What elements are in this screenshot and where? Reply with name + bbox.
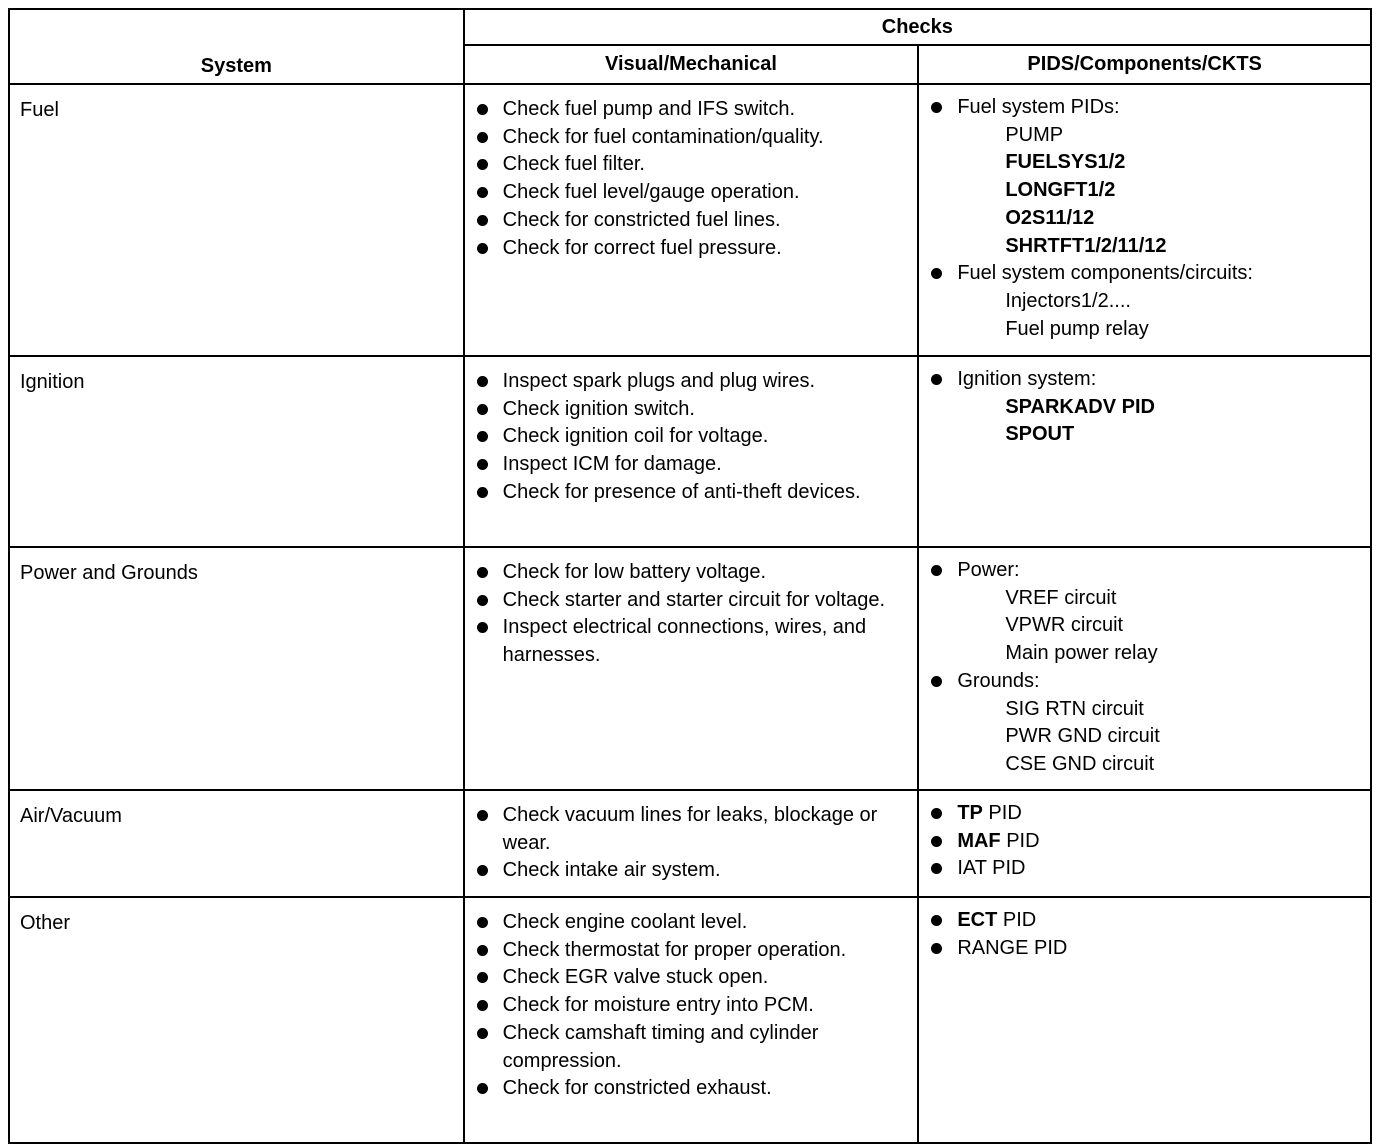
bullet-icon <box>477 104 488 115</box>
bullet-icon <box>477 865 488 876</box>
bullet-icon <box>477 159 488 170</box>
bullet-icon <box>477 1083 488 1094</box>
bullet-icon <box>477 945 488 956</box>
list-item: Check thermostat for proper operation. <box>467 937 912 965</box>
bullet-icon <box>931 863 942 874</box>
list-item: Fuel system PIDs: <box>921 94 1364 122</box>
list-item: Check camshaft timing and cylinder compression. <box>467 1020 912 1075</box>
visual-checks-cell <box>464 790 919 897</box>
bullet-icon <box>931 102 942 113</box>
list-item: Grounds: <box>921 668 1364 696</box>
list-item: Check fuel level/gauge operation. <box>467 179 912 207</box>
bullet-icon <box>477 431 488 442</box>
pid-item: CSE GND circuit <box>1005 752 1155 775</box>
list-item: MAF PID <box>921 828 1364 856</box>
list-item: Ignition system: <box>921 366 1364 394</box>
table-row <box>9 547 1371 790</box>
system-name: Power and Grounds <box>9 547 464 790</box>
list-item: Check intake air system. <box>467 857 912 885</box>
table-row <box>9 84 1371 356</box>
table-row <box>9 897 1371 1143</box>
pids-cell <box>918 84 1371 356</box>
visual-checks-cell <box>464 547 919 790</box>
pid-item: PUMP <box>1005 123 1064 146</box>
list-item: Check fuel pump and IFS switch. <box>467 96 912 124</box>
pid-item: Fuel pump relay <box>1005 317 1149 340</box>
bullet-icon <box>931 374 942 385</box>
list-item: ECT PID <box>921 907 1364 935</box>
visual-checks-cell <box>464 356 919 547</box>
pid-item: PWR GND circuit <box>1005 725 1160 748</box>
diagnostic-checks-table <box>8 8 1372 1144</box>
list-item: RANGE PID <box>921 935 1364 963</box>
list-item: Check EGR valve stuck open. <box>467 964 912 992</box>
bullet-icon <box>477 567 488 578</box>
pid-item: SPARKADV PID <box>1005 395 1155 418</box>
list-item: Inspect spark plugs and plug wires. <box>467 368 912 396</box>
pid-item: FUELSYS1/2 <box>1005 151 1126 174</box>
system-name: Other <box>9 897 464 1143</box>
system-name: Fuel <box>9 84 464 356</box>
bullet-icon <box>477 972 488 983</box>
list-item: TP PID <box>921 800 1364 828</box>
bullet-icon <box>931 268 942 279</box>
list-item: Fuel system components/circuits: <box>921 260 1364 288</box>
list-item: Check starter and starter circuit for voltage. <box>467 587 912 615</box>
bullet-icon <box>477 132 488 143</box>
bullet-icon <box>477 487 488 498</box>
pid-item: O2S11/12 <box>1005 206 1095 229</box>
list-item: Check for constricted fuel lines. <box>467 207 912 235</box>
bullet-icon <box>477 459 488 470</box>
list-item: Inspect electrical connections, wires, and harnesses. <box>467 614 912 669</box>
bullet-icon <box>477 187 488 198</box>
pid-item: VPWR circuit <box>1005 614 1124 637</box>
bullet-icon <box>477 810 488 821</box>
bullet-icon <box>931 943 942 954</box>
pid-item: Main power relay <box>1005 642 1158 665</box>
list-item: Check vacuum lines for leaks, blockage or wear. <box>467 802 912 857</box>
list-item: Check fuel filter. <box>467 151 912 179</box>
pids-cell <box>918 547 1371 790</box>
pid-item: SHRTFT1/2/11/12 <box>1005 234 1167 257</box>
pids-cell <box>918 356 1371 547</box>
pids-cell <box>918 897 1371 1143</box>
list-item: IAT PID <box>921 855 1364 883</box>
list-item: Check ignition coil for voltage. <box>467 423 912 451</box>
visual-checks-cell <box>464 897 919 1143</box>
bullet-icon <box>477 595 488 606</box>
pid-item: Injectors1/2.... <box>1005 289 1131 312</box>
bullet-icon <box>477 404 488 415</box>
bullet-icon <box>477 622 488 633</box>
bullet-icon <box>931 676 942 687</box>
list-item: Check for low battery voltage. <box>467 559 912 587</box>
bullet-icon <box>931 836 942 847</box>
header-system: System <box>9 9 464 84</box>
list-item: Check engine coolant level. <box>467 909 912 937</box>
bullet-icon <box>477 1028 488 1039</box>
pid-item: VREF circuit <box>1005 586 1117 609</box>
bullet-icon <box>477 917 488 928</box>
pid-item: SPOUT <box>1005 423 1075 446</box>
pid-item: SIG RTN circuit <box>1005 697 1144 720</box>
visual-checks-cell <box>464 84 919 356</box>
bullet-icon <box>931 565 942 576</box>
list-item: Inspect ICM for damage. <box>467 451 912 479</box>
pids-cell <box>918 790 1371 897</box>
table-row <box>9 790 1371 897</box>
header-checks: Checks <box>464 9 1371 45</box>
bullet-icon <box>477 376 488 387</box>
bullet-icon <box>477 1000 488 1011</box>
header-pids-components-ckts: PIDS/Components/CKTS <box>918 45 1371 84</box>
list-item: Check for constricted exhaust. <box>467 1075 912 1103</box>
system-name: Ignition <box>9 356 464 547</box>
bullet-icon <box>477 243 488 254</box>
table-row <box>9 356 1371 547</box>
list-item: Check for moisture entry into PCM. <box>467 992 912 1020</box>
list-item: Power: <box>921 557 1364 585</box>
list-item: Check for fuel contamination/quality. <box>467 124 912 152</box>
pid-item: LONGFT1/2 <box>1005 179 1116 202</box>
list-item: Check ignition switch. <box>467 396 912 424</box>
system-name: Air/Vacuum <box>9 790 464 897</box>
list-item: Check for presence of anti-theft devices. <box>467 479 912 507</box>
list-item: Check for correct fuel pressure. <box>467 235 912 263</box>
header-visual-mechanical: Visual/Mechanical <box>464 45 919 84</box>
bullet-icon <box>477 215 488 226</box>
bullet-icon <box>931 808 942 819</box>
bullet-icon <box>931 915 942 926</box>
